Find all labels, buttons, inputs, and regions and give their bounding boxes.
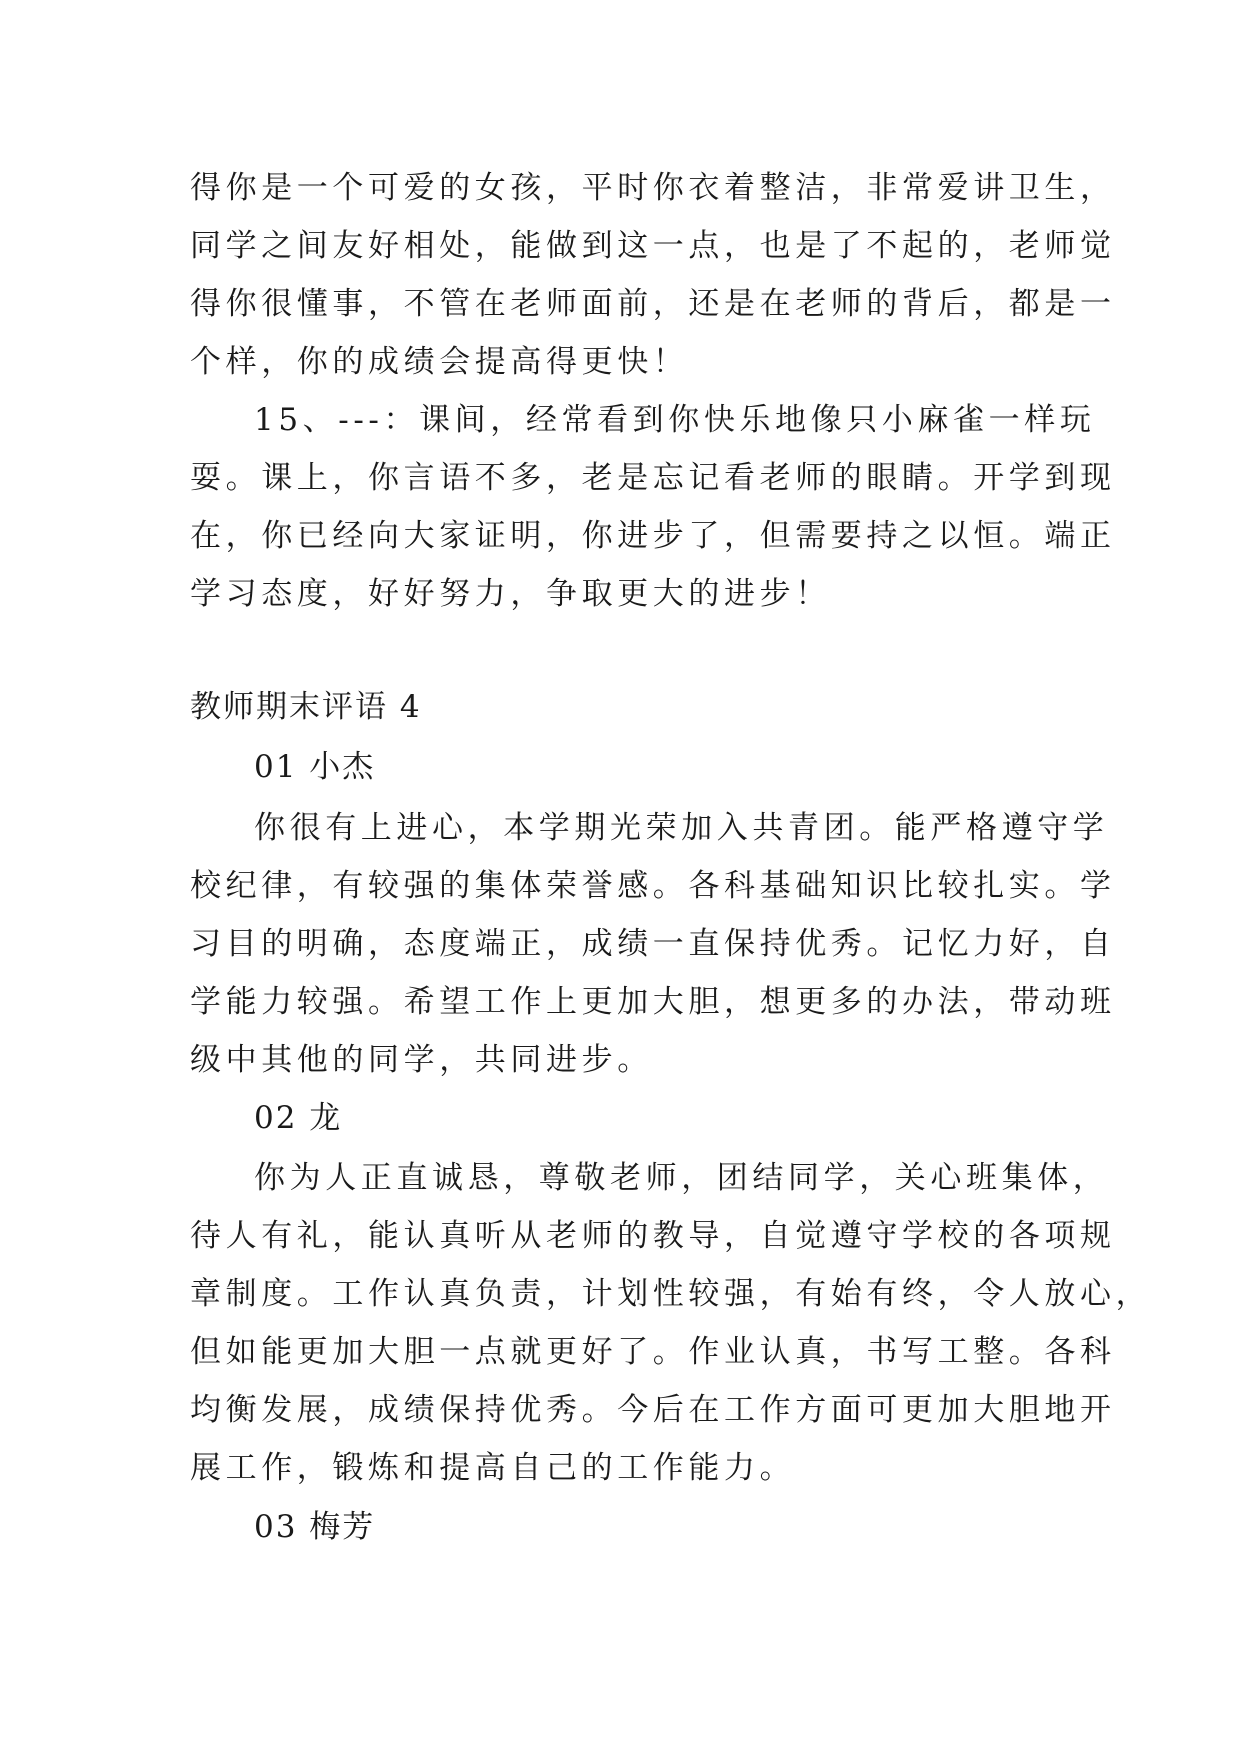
- paragraph-line: 习目的明确，态度端正，成绩一直保持优秀。记忆力好，自: [190, 926, 1116, 962]
- paragraph-line: 章制度。工作认真负责，计划性较强，有始有终，令人放心，: [190, 1276, 1152, 1312]
- paragraph-line: 15、---：课间，经常看到你快乐地像只小麻雀一样玩: [254, 402, 1096, 438]
- paragraph-line: 学能力较强。希望工作上更加大胆，想更多的办法，带动班: [190, 984, 1116, 1020]
- paragraph-line: 耍。课上，你言语不多，老是忘记看老师的眼睛。开学到现: [190, 460, 1116, 496]
- paragraph-line: 得你很懂事，不管在老师面前，还是在老师的背后，都是一: [190, 286, 1116, 322]
- paragraph-line: 学习态度，好好努力，争取更大的进步！: [190, 576, 831, 612]
- paragraph-line: 级中其他的同学，共同进步。: [190, 1042, 653, 1078]
- paragraph-line: 你很有上进心，本学期光荣加入共青团。能严格遵守学: [254, 810, 1109, 846]
- section-title: 教师期末评语 4: [190, 689, 422, 725]
- entry-heading: 01 小杰: [254, 749, 376, 785]
- paragraph-line: 得你是一个可爱的女孩，平时你衣着整洁，非常爱讲卫生，: [190, 170, 1116, 206]
- paragraph-line: 待人有礼，能认真听从老师的教导，自觉遵守学校的各项规: [190, 1218, 1116, 1254]
- paragraph-line: 在，你已经向大家证明，你进步了，但需要持之以恒。端正: [190, 518, 1116, 554]
- entry-heading: 02 龙: [254, 1100, 343, 1136]
- entry-heading: 03 梅芳: [254, 1509, 376, 1545]
- paragraph-line: 展工作，锻炼和提高自己的工作能力。: [190, 1450, 796, 1486]
- paragraph-line: 但如能更加大胆一点就更好了。作业认真，书写工整。各科: [190, 1334, 1116, 1370]
- paragraph-line: 同学之间友好相处，能做到这一点，也是了不起的，老师觉: [190, 228, 1116, 264]
- paragraph-line: 个样，你的成绩会提高得更快！: [190, 344, 689, 380]
- paragraph-line: 均衡发展，成绩保持优秀。今后在工作方面可更加大胆地开: [190, 1392, 1116, 1428]
- paragraph-line: 你为人正直诚恳，尊敬老师，团结同学，关心班集体，: [254, 1160, 1109, 1196]
- paragraph-line: 校纪律，有较强的集体荣誉感。各科基础知识比较扎实。学: [190, 868, 1116, 904]
